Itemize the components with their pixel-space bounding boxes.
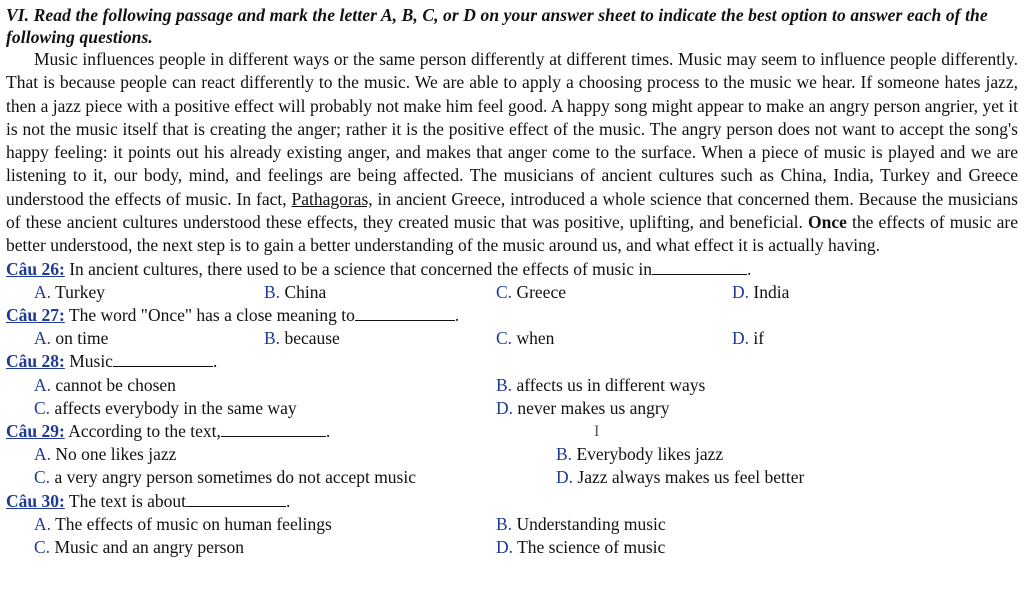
question-end: . xyxy=(325,420,331,441)
option-c[interactable]: C. affects everybody in the same way xyxy=(34,397,297,418)
question-27 xyxy=(6,304,1018,327)
question-number: Câu 28: xyxy=(6,351,65,372)
option-a[interactable]: A. cannot be chosen xyxy=(34,374,176,395)
options-29-row2 xyxy=(6,466,1018,489)
options-27 xyxy=(6,327,1018,350)
question-end: . xyxy=(286,490,291,511)
options-29-row1 xyxy=(6,443,1018,466)
answer-blank xyxy=(221,422,326,437)
question-end: . xyxy=(746,258,752,279)
option-c[interactable]: C. Music and an angry person xyxy=(34,536,244,557)
option-d[interactable]: D. The science of music xyxy=(496,536,666,557)
option-b[interactable]: B. China xyxy=(264,281,327,302)
text-cursor-icon: I xyxy=(594,422,600,440)
question-stem: The word "Once" has a close meaning to xyxy=(64,305,355,326)
option-b[interactable]: B. Everybody likes jazz xyxy=(556,444,724,465)
question-number: Câu 30: xyxy=(6,490,65,511)
answer-blank xyxy=(186,492,286,507)
question-stem: In ancient cultures, there used to be a science that concerned the effects of music in xyxy=(64,258,652,279)
option-a[interactable]: A. The effects of music on human feelings xyxy=(34,513,332,534)
option-c[interactable]: C. when xyxy=(496,328,555,349)
option-c[interactable]: C. Greece xyxy=(496,281,566,302)
option-a[interactable]: A. Turkey xyxy=(34,281,105,302)
question-end: . xyxy=(212,351,218,372)
passage-text-3: the effects of music are better understood, the next step is to gain a better understanding of the music around us, and what effect it is actually having. xyxy=(6,212,1018,256)
question-number: Câu 29: xyxy=(6,420,65,441)
option-d[interactable]: D. India xyxy=(732,281,790,302)
answer-blank xyxy=(113,352,213,367)
option-b[interactable]: B. because xyxy=(264,328,340,349)
passage-text-1: Music influences people in different ways or the same person differently at different times. Music may seem to influence people differently. That is because people can react differently to the music. We are able to apply a choosing process to the music we hear. If someone hates jazz, then a jazz piece with a positive effect will probably not make him feel good. A happy song might appear to make an angry person angrier, yet it is not the music itself that is creating the anger; rather it is the positive effect of the music. The angry person does not want to accept the song's happy feeling: it points out his already existing anger, and makes that anger come to the surface. When a piece of music is played and we are listening to it, our body, mind, and feelings are being affected. The musicians of ancient cultures such as China, India, Turkey and Greece understood the effects of music. In fact, xyxy=(6,49,1018,209)
section-instruction: VI. Read the following passage and mark the letter A, B, C, or D on your answer sheet to indicate the best option to answer each of the following questions. xyxy=(6,5,988,47)
question-stem: Music xyxy=(64,351,113,372)
options-26 xyxy=(6,281,1018,304)
question-30 xyxy=(6,490,1018,513)
option-d[interactable]: D. if xyxy=(732,328,765,349)
question-number: Câu 27: xyxy=(6,305,65,326)
reading-passage xyxy=(6,48,1018,258)
option-c[interactable]: C. a very angry person sometimes do not accept music xyxy=(34,467,416,488)
option-d[interactable]: D. never makes us angry xyxy=(496,397,670,418)
option-d[interactable]: D. Jazz always makes us feel better xyxy=(556,467,805,488)
option-a[interactable]: A. on time xyxy=(34,328,109,349)
passage-bold-word: Once xyxy=(808,212,847,233)
question-28 xyxy=(6,350,1018,373)
passage-underlined-word: Pathagoras, xyxy=(291,188,373,209)
passage-text-2: in ancient Greece, introduced a whole science that concerned them. Because the musicians of these ancient cultures understood these effects, they created music that was positive, uplifting, and beneficial. xyxy=(6,188,1018,233)
options-28-row1 xyxy=(6,374,1018,397)
option-b[interactable]: B. affects us in different ways xyxy=(496,374,706,395)
option-a[interactable]: A. No one likes jazz xyxy=(34,444,177,465)
options-28-row2 xyxy=(6,397,1018,420)
question-29 xyxy=(6,420,1018,443)
options-30-row1 xyxy=(6,513,1018,536)
option-b[interactable]: B. Understanding music xyxy=(496,513,666,534)
question-stem: According to the text, xyxy=(64,420,221,441)
question-number: Câu 26: xyxy=(6,258,65,279)
answer-blank xyxy=(355,306,455,321)
question-26 xyxy=(6,258,1018,281)
answer-blank xyxy=(652,260,747,275)
options-30-row2 xyxy=(6,536,1018,559)
question-end: . xyxy=(454,305,460,326)
question-stem: The text is about xyxy=(64,490,187,511)
